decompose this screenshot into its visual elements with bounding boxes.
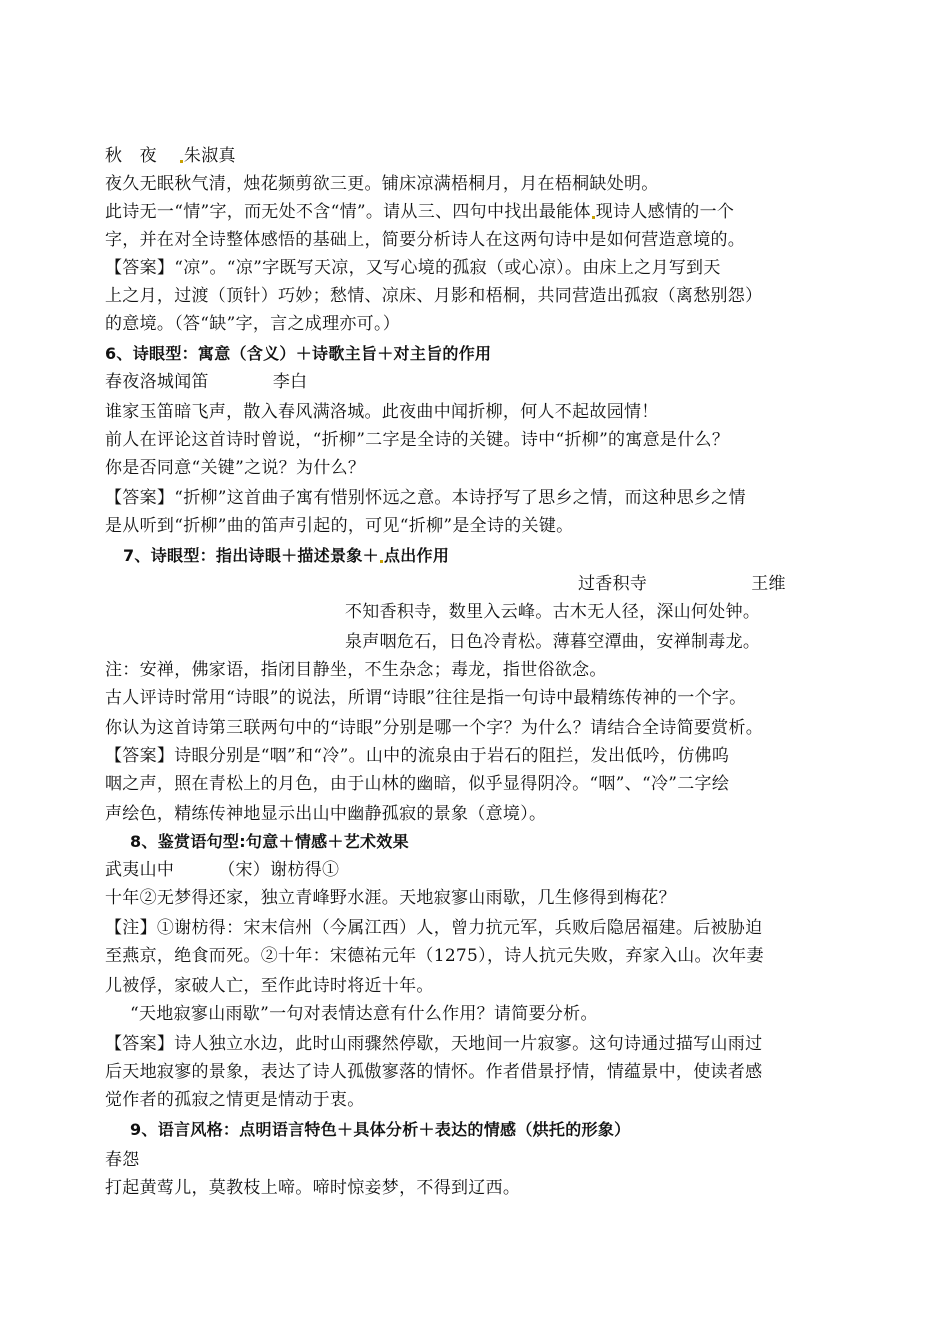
heading-part: 7、诗眼型：指出诗眼＋描述景象＋	[123, 546, 379, 565]
poem-title-line	[105, 372, 307, 392]
question-text	[105, 202, 734, 222]
answer-text: 【答案】“凉”。“凉”字既写天凉，又写心境的孤寂（或心凉）。由床上之月写到天	[105, 258, 721, 278]
poem-text: 不知香积寺，数里入云峰。古木无人径，深山何处钟。	[345, 602, 761, 622]
poem-author: 王维	[751, 574, 786, 594]
answer-text: 是从听到“折柳”曲的笛声引起的，可见“折柳”是全诗的关键。	[105, 516, 574, 536]
question-text: 字，并在对全诗整体感悟的基础上，简要分析诗人在这两句诗中是如何营造意境的。	[105, 230, 746, 250]
poem-text: 十年②无梦得还家，独立青峰野水涯。天地寂寥山雨歇，几生修得到梅花？	[105, 888, 676, 908]
heading-part: 点出作用	[383, 546, 450, 565]
question-text: 你是否同意“关键”之说？为什么？	[105, 458, 366, 478]
note-text: 儿被俘，家破人亡，至作此诗时将近十年。	[105, 976, 434, 996]
poem-title: 武夷山中	[105, 860, 175, 880]
answer-text: 声绘色，精练传神地显示出山中幽静孤寂的景象（意境）。	[105, 804, 547, 824]
section-heading-9: 9、语言风格：点明语言特色＋具体分析＋表达的情感（烘托的形象）	[130, 1120, 631, 1139]
poem-title-qiuye	[105, 146, 236, 166]
poem-title: 过香积寺	[578, 574, 648, 594]
poem-author: 朱淑真	[183, 146, 236, 166]
mark-dot	[592, 216, 595, 219]
answer-text: 上之月，过渡（顶针）巧妙；愁情、凉床、月影和梧桐，共同营造出孤寂（离愁别怨）	[105, 286, 763, 306]
section-heading-8: 8、鉴赏语句型:句意＋情感＋艺术效果	[130, 832, 409, 851]
poem-author: （宋）谢枋得①	[218, 860, 340, 880]
question-part: 现诗人感情的一个	[595, 202, 735, 222]
poem-text: 夜久无眠秋气清，烛花频剪欲三更。铺床凉满梧桐月，月在梧桐缺处明。	[105, 174, 659, 194]
note-text: 至燕京，绝食而死。②十年：宋德祐元年（1275），诗人抗元失败，弃家入山。次年妻	[105, 946, 764, 966]
question-text: “天地寂寥山雨歇”一句对表情达意有什么作用？请简要分析。	[130, 1004, 598, 1024]
poem-title-line	[105, 860, 339, 880]
mark-dot	[180, 160, 183, 163]
question-text: 你认为这首诗第三联两句中的“诗眼”分别是哪一个字？为什么？请结合全诗简要赏析。	[105, 718, 764, 738]
poem-text: 谁家玉笛暗飞声，散入春风满洛城。此夜曲中闻折柳，何人不起故园情！	[105, 402, 659, 422]
poem-text: 泉声咽危石，日色冷青松。薄暮空潭曲，安禅制毒龙。	[345, 632, 761, 652]
answer-text: 【答案】诗人独立水边，此时山雨骤然停歇，天地间一片寂寥。这句诗通过描写山雨过	[105, 1034, 763, 1054]
mark-dot	[380, 560, 383, 563]
poem-author: 李白	[272, 372, 308, 392]
poem-title: 春夜洛城闻笛	[105, 372, 209, 392]
note-text: 【注】①谢枋得：宋末信州（今属江西）人，曾力抗元军，兵败后隐居福建。后被胁迫	[105, 918, 763, 938]
answer-text: 觉作者的孤寂之情更是情动于衷。	[105, 1090, 365, 1110]
question-text: 古人评诗时常用“诗眼”的说法，所谓“诗眼”往往是指一句诗中最精练传神的一个字。	[105, 688, 747, 708]
answer-text: 后天地寂寥的景象，表达了诗人孤傲寥落的情怀。作者借景抒情，情蕴景中，使读者感	[105, 1062, 763, 1082]
answer-text: 【答案】诗眼分别是“咽”和“冷”。山中的流泉由于岩石的阻拦，发出低吟，仿佛呜	[105, 746, 730, 766]
answer-text: 的意境。（答“缺”字，言之成理亦可。）	[105, 314, 401, 334]
note-text: 注：安禅，佛家语，指闭目静坐，不生杂念；毒龙，指世俗欲念。	[105, 660, 607, 680]
answer-text: 【答案】“折柳”这首曲子寓有惜别怀远之意。本诗抒写了思乡之情，而这种思乡之情	[105, 488, 746, 508]
section-heading-7	[123, 546, 449, 566]
poem-title: 秋 夜	[105, 146, 157, 166]
question-text: 前人在评论这首诗时曾说，“折柳”二字是全诗的关键。诗中“折柳”的寓意是什么？	[105, 430, 730, 450]
poem-title: 春怨	[105, 1150, 140, 1170]
poem-title-line	[578, 574, 786, 594]
poem-text: 打起黄莺儿，莫教枝上啼。啼时惊妾梦，不得到辽西。	[105, 1178, 521, 1198]
section-heading-6: 6、诗眼型：寓意（含义）＋诗歌主旨＋对主旨的作用	[105, 344, 492, 363]
answer-text: 咽之声，照在青松上的月色，由于山林的幽暗，似乎显得阴冷。“咽”、“冷”二字绘	[105, 774, 730, 794]
question-part: 此诗无一“情”字，而无处不含“情”。请从三、四句中找出最能体	[105, 202, 591, 222]
